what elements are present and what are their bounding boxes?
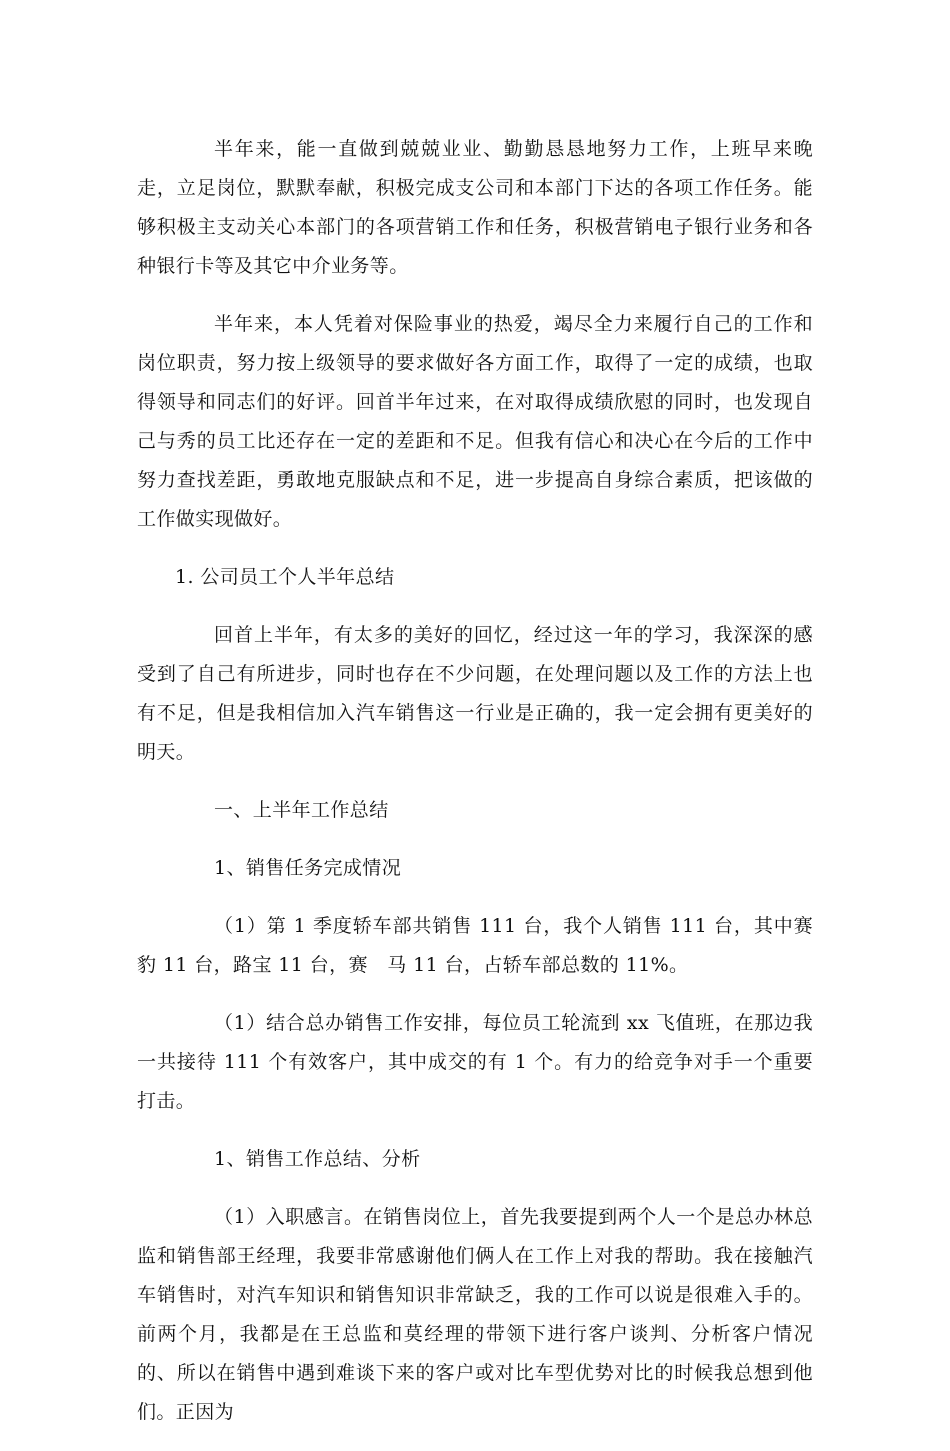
document-body [137, 130, 813, 1451]
section-heading-first-half: 一、上半年工作总结 [214, 799, 389, 821]
subheading-sales-analysis: 1、销售工作总结、分析 [214, 1148, 421, 1170]
list-item-q1-sales: （1）第 1 季度轿车部共销售 111 台，我个人销售 111 台，其中赛豹 11 台，路宝 11 台，赛 马 11 台，占轿车部总数的 11%。 [137, 915, 813, 976]
section-heading-summary: 1. 公司员工个人半年总结 [175, 566, 395, 588]
paragraph-retrospect: 回首上半年，有太多的美好的回忆，经过这一年的学习，我深深的感受到了自己有所进步，同时也存在不少问题，在处理问题以及工作的方法上也有不足，但是我相信加入汽车销售这一行业是正确的，我一定会拥有更美好的明天。 [137, 624, 813, 763]
paragraph-intro: 半年来，能一直做到兢兢业业、勤勤恳恳地努力工作，上班早来晚走，立足岗位，默默奉献，积极完成支公司和本部门下达的各项工作任务。能够积极主支动关心本部门的各项营销工作和任务，积极营销电子银行业务和各种银行卡等及其它中介业务等。 [137, 138, 813, 277]
list-item-onboarding: （1）入职感言。在销售岗位上，首先我要提到两个人一个是总办林总监和销售部王经理，我要非常感谢他们俩人在工作上对我的帮助。我在接触汽车销售时，对汽车知识和销售知识非常缺乏，我的工作可以说是很难入手的。前两个月，我都是在王总监和莫经理的带领下进行客户谈判、分析客户情况的、所以在销售中遇到难谈下来的客户或对比车型优势对比的时候我总想到他们。正因为 [137, 1206, 813, 1423]
list-item-duty-rotation: （1）结合总办销售工作安排，每位员工轮流到 xx 飞值班，在那边我一共接待 111 个有效客户，其中成交的有 1 个。有力的给竞争对手一个重要打击。 [137, 1012, 813, 1112]
subheading-sales-task: 1、销售任务完成情况 [214, 857, 402, 879]
paragraph-self-review: 半年来，本人凭着对保险事业的热爱，竭尽全力来履行自己的工作和岗位职责，努力按上级领导的要求做好各方面工作，取得了一定的成绩，也取得领导和同志们的好评。回首半年过来，在对取得成绩欣慰的同时，也发现自己与秀的员工比还存在一定的差距和不足。但我有信心和决心在今后的工作中努力查找差距，勇敢地克服缺点和不足，进一步提高自身综合素质，把该做的工作做实现做好。 [137, 313, 813, 530]
